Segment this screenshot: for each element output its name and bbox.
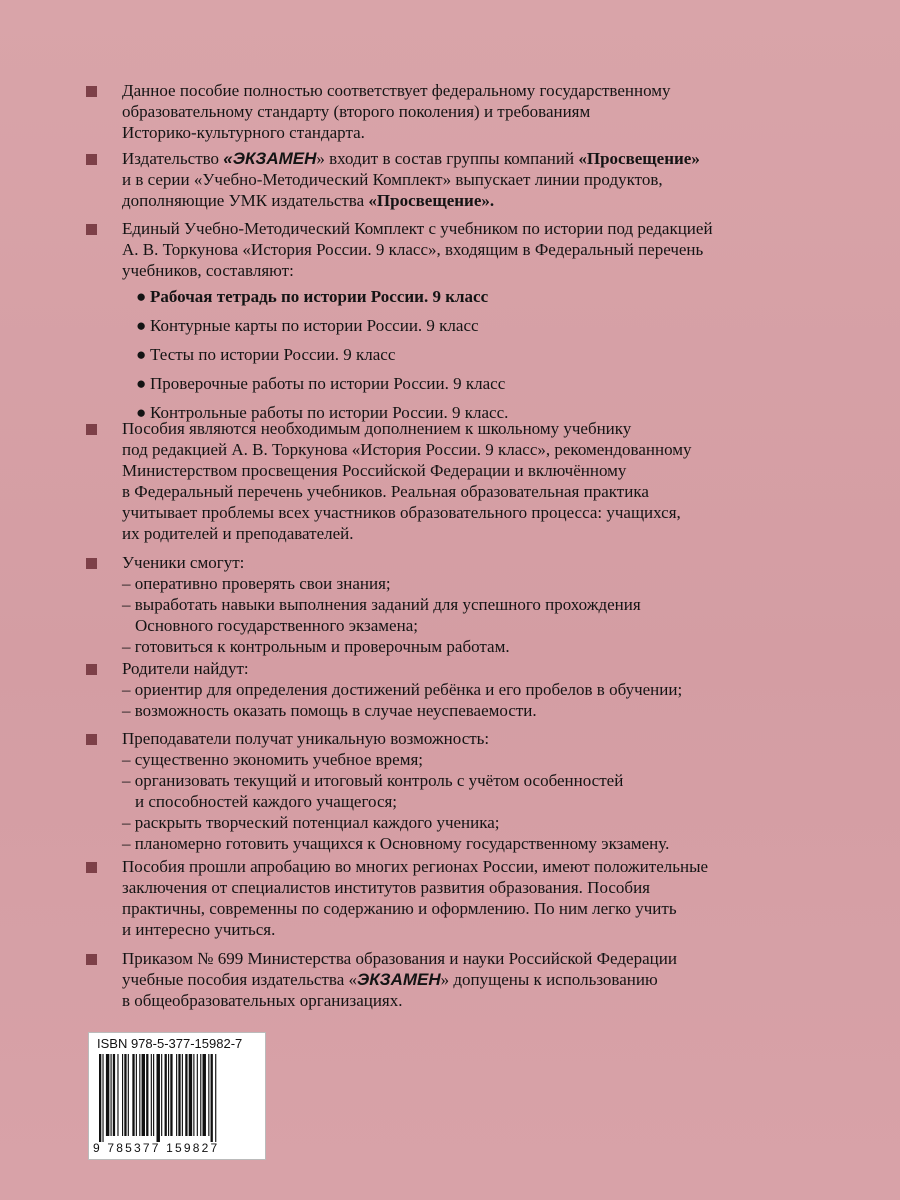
barcode-bar	[142, 1054, 145, 1136]
list-item-label: Контрольные работы по истории России. 9 класс.	[150, 403, 509, 422]
text-line: учитывает проблемы всех участников образовательного процесса: учащихся,	[122, 503, 681, 522]
barcode-bar	[151, 1054, 152, 1136]
barcode-bar	[197, 1054, 198, 1136]
list-item-label: Контурные карты по истории России. 9 класс	[150, 316, 479, 335]
barcode-bar	[139, 1054, 140, 1136]
dot-bullet-icon: ●	[136, 316, 147, 335]
list-item: – планомерно готовить учащихся к Основному государственному экзамену.	[122, 834, 670, 853]
paragraph-parents	[86, 658, 806, 721]
barcode-bar	[122, 1054, 123, 1136]
barcode-bar	[215, 1054, 216, 1142]
barcode-bar	[200, 1054, 201, 1136]
barcode-bar	[178, 1054, 180, 1136]
list-item: – оперативно проверять свои знания;	[122, 574, 391, 593]
square-bullet-icon	[86, 558, 97, 569]
square-bullet-icon	[86, 224, 97, 235]
barcode-bar	[132, 1054, 134, 1136]
paragraph-benefits	[86, 418, 806, 544]
text-line: практичны, современны по содержанию и оформлению. По ним легко учить	[122, 899, 677, 918]
text-fragment: » входит в состав группы компаний	[316, 149, 579, 168]
text-fragment: учебные пособия издательства «	[122, 970, 357, 989]
section-heading: Родители найдут:	[122, 659, 249, 678]
bold-fragment: «Просвещение»	[578, 149, 700, 168]
barcode-bar	[185, 1054, 187, 1136]
list-item: – готовиться к контрольным и проверочным работам.	[122, 637, 510, 656]
isbn-label: ISBN 978-5-377-15982-7	[97, 1036, 243, 1051]
square-bullet-icon	[86, 862, 97, 873]
barcode-bar	[99, 1054, 101, 1142]
text-line: Пособия являются необходимым дополнением к школьному учебнику	[122, 419, 632, 438]
list-item-label: Рабочая тетрадь по истории России. 9 класс	[150, 287, 489, 306]
text-line: учебников, составляют:	[122, 261, 294, 280]
brand-name: «ЭКЗАМЕН	[223, 149, 317, 168]
list-item	[136, 344, 696, 365]
brand-name: ЭКЗАМЕН	[357, 970, 441, 989]
square-bullet-icon	[86, 734, 97, 745]
section-heading: Ученики смогут:	[122, 553, 245, 572]
barcode-bar	[136, 1054, 137, 1136]
barcode-bar	[113, 1054, 115, 1136]
text-line: под редакцией А. В. Торкунова «История России. 9 класс», рекомендованному	[122, 440, 692, 459]
paragraph-teachers	[86, 728, 806, 854]
text-fragment: » допущены к использованию	[440, 970, 658, 989]
text-line: Приказом № 699 Министерства образования и науки Российской Федерации	[122, 949, 677, 968]
barcode-icon	[97, 1054, 257, 1142]
list-item: и способностей каждого учащегося;	[135, 792, 398, 811]
text-line	[122, 190, 806, 211]
barcode-bar	[124, 1054, 126, 1136]
barcode-bar	[170, 1054, 172, 1136]
paragraph-standard	[86, 80, 806, 143]
barcode-bar	[111, 1054, 112, 1136]
barcode-bar	[208, 1054, 209, 1136]
barcode-bar	[193, 1054, 194, 1136]
barcode-bar	[117, 1054, 118, 1136]
text-line: в общеобразовательных организациях.	[122, 991, 403, 1010]
barcode-bar	[176, 1054, 177, 1136]
square-bullet-icon	[86, 424, 97, 435]
barcode-bar	[153, 1054, 154, 1136]
dot-bullet-icon: ●	[136, 374, 147, 393]
product-list	[136, 286, 696, 431]
text-line: Данное пособие полностью соответствует федеральному государственному	[122, 81, 671, 100]
text-line: заключения от специалистов институтов развития образования. Пособия	[122, 878, 650, 897]
barcode-bar	[168, 1054, 169, 1136]
list-item-label: Проверочные работы по истории России. 9 класс	[150, 374, 506, 393]
text-line: Министерством просвещения Российской Федерации и включённому	[122, 461, 627, 480]
square-bullet-icon	[86, 954, 97, 965]
text-fragment: дополняющие УМК издательства	[122, 191, 369, 210]
text-line: Единый Учебно-Методический Комплект с учебником по истории под редакцией	[122, 219, 713, 238]
paragraph-students	[86, 552, 806, 657]
text-line: в Федеральный перечень учебников. Реальная образовательная практика	[122, 482, 649, 501]
barcode-bar	[128, 1054, 129, 1136]
square-bullet-icon	[86, 86, 97, 97]
text-line: и в серии «Учебно-Методический Комплект» выпускает линии продуктов,	[122, 170, 663, 189]
text-line	[122, 148, 806, 169]
list-item: – ориентир для определения достижений ребёнка и его пробелов в обучении;	[122, 680, 683, 699]
isbn-barcode-box	[88, 1032, 266, 1160]
text-line: их родителей и преподавателей.	[122, 524, 354, 543]
text-line	[122, 969, 806, 990]
ean-digits: 9 785377 159827	[93, 1141, 220, 1155]
barcode-bar	[161, 1054, 162, 1136]
text-line: и интересно учиться.	[122, 920, 276, 939]
list-item: – существенно экономить учебное время;	[122, 750, 423, 769]
text-line: А. В. Торкунова «История России. 9 класс», входящим в Федеральный перечень	[122, 240, 704, 259]
list-item-label: Тесты по истории России. 9 класс	[150, 345, 396, 364]
section-heading: Преподаватели получат уникальную возможность:	[122, 729, 490, 748]
text-line: образовательному стандарту (второго поколения) и требованиям	[122, 102, 591, 121]
square-bullet-icon	[86, 664, 97, 675]
paragraph-order	[86, 948, 806, 1011]
text-line: Пособия прошли апробацию во многих регионах России, имеют положительные	[122, 857, 709, 876]
barcode-bar	[146, 1054, 148, 1136]
dot-bullet-icon: ●	[136, 403, 147, 422]
dot-bullet-icon: ●	[136, 345, 147, 364]
list-item: Основного государственного экзамена;	[135, 616, 418, 635]
barcode-bar	[203, 1054, 206, 1136]
dot-bullet-icon: ●	[136, 287, 147, 306]
bold-fragment: «Просвещение».	[368, 191, 495, 210]
barcode-bar	[102, 1054, 103, 1142]
square-bullet-icon	[86, 154, 97, 165]
list-item: – раскрыть творческий потенциал каждого ученика;	[122, 813, 500, 832]
paragraph-approval	[86, 856, 806, 940]
barcode-bar	[182, 1054, 183, 1136]
barcode-bar	[189, 1054, 192, 1136]
text-line: Историко-культурного стандарта.	[122, 123, 365, 142]
barcode-bar	[211, 1054, 213, 1142]
list-item	[136, 286, 696, 307]
list-item: – возможность оказать помощь в случае неуспеваемости.	[122, 701, 537, 720]
list-item: – организовать текущий и итоговый контроль с учётом особенностей	[122, 771, 624, 790]
barcode-bar	[106, 1054, 109, 1136]
list-item	[136, 373, 696, 394]
text-fragment: Издательство	[122, 149, 224, 168]
paragraph-publisher	[86, 148, 806, 211]
list-item: – выработать навыки выполнения заданий для успешного прохождения	[122, 595, 641, 614]
paragraph-umk	[86, 218, 806, 281]
list-item	[136, 315, 696, 336]
barcode-bar	[157, 1054, 160, 1142]
barcode-bar	[165, 1054, 167, 1136]
